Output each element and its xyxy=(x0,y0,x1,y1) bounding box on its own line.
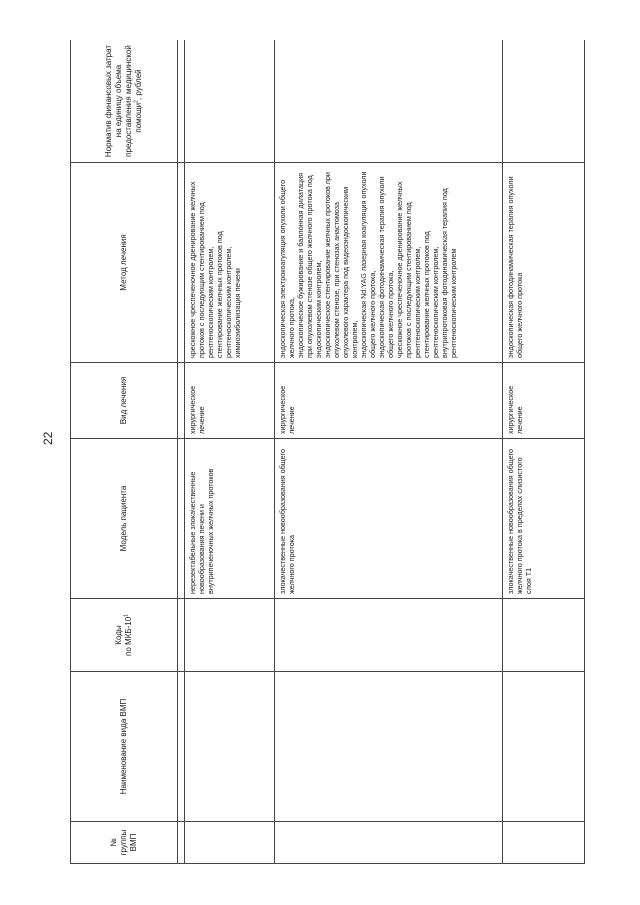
cell-group-number xyxy=(275,822,503,864)
header-patient-model: Модель пациента xyxy=(71,439,178,599)
cell-group-number xyxy=(503,822,585,864)
vmp-table xyxy=(70,40,585,864)
header-financial-norm xyxy=(71,40,178,163)
table-row xyxy=(185,40,275,864)
spacer-cell xyxy=(178,40,185,163)
header-financial-norm-footnote: 2 xyxy=(133,100,140,103)
spacer-cell xyxy=(178,599,185,672)
cell-treatment-method: эндоскопическая фотодинамическая терапия опухоли общего желчного протока xyxy=(503,163,585,363)
page-number: 22 xyxy=(41,431,55,445)
header-financial-norm-suffix: , рублей xyxy=(134,69,143,101)
header-icd-codes xyxy=(71,599,178,672)
header-vmp-name: Наименование вида ВМП xyxy=(71,672,178,822)
spacer-cell xyxy=(178,672,185,822)
header-icd-codes-text: Коды по МКБ-10 xyxy=(114,616,133,656)
rotated-table-wrapper xyxy=(70,40,585,864)
cell-financial-norm xyxy=(275,40,503,163)
header-row xyxy=(71,40,178,864)
cell-vmp-name xyxy=(503,672,585,822)
cell-patient-model: злокачественные новообразования общего желчного протока xyxy=(275,439,503,599)
cell-patient-model: злокачественные новообразования общего желчного протока в пределах слизистого слоя T1 xyxy=(503,439,585,599)
header-financial-norm-text: Норматив финансовых затрат на единицу объема предоставления медицинской помощи xyxy=(104,44,143,158)
page-sheet xyxy=(70,40,585,864)
table-row xyxy=(503,40,585,864)
cell-vmp-name xyxy=(275,672,503,822)
cell-treatment-method: эндоскопическая электрокоагуляция опухоли общего желчного протока, эндоскопическое бужирование и баллонная дилатация при опухолевом стенозе общего желчного протока под эндоскопическим контролем, эндоскопическое стентирование желчных протоков при опухолевом стенозе, при стенозах анастомоза опухолевого характера под видеоэндоскопическим контролем, эндоскопическая Nd:YAG лазерная коагуляция опухоли общего желчного протока, эндоскопическая фотодинамическая терапия опухоли общего желчного протока, чрескожное чреспеченочное дренирование желчных протоков с последующим стентированием под рентгеноскопическим контролем, стентирование желчных протоков под рентгеноскопическим контролем, внутрипротоковая фотодинамическая терапия под рентгеноскопическим контролем xyxy=(275,163,503,363)
cell-icd-codes xyxy=(185,599,275,672)
header-treatment-method: Метод лечения xyxy=(71,163,178,363)
spacer-cell xyxy=(178,363,185,439)
header-treatment-type: Вид лечения xyxy=(71,363,178,439)
cell-icd-codes xyxy=(503,599,585,672)
header-icd-codes-footnote: 1 xyxy=(123,614,130,617)
cell-vmp-name xyxy=(185,672,275,822)
cell-treatment-type: хирургическое лечение xyxy=(503,363,585,439)
table-row xyxy=(275,40,503,864)
cell-patient-model: нерезектабельные злокачественные новообразования печени и внутрипеченочных желчных протоков xyxy=(185,439,275,599)
spacer-cell xyxy=(178,163,185,363)
spacer-cell xyxy=(178,439,185,599)
spacer-cell xyxy=(178,822,185,864)
cell-group-number xyxy=(185,822,275,864)
cell-icd-codes xyxy=(275,599,503,672)
cell-financial-norm xyxy=(185,40,275,163)
spacer-row xyxy=(178,40,185,864)
header-group-number: № группы ВМП xyxy=(71,822,178,864)
cell-financial-norm xyxy=(503,40,585,163)
cell-treatment-type: хирургическое лечение xyxy=(275,363,503,439)
cell-treatment-method: чрескожное чреспеченочное дренирование желчных протоков с последующим стентированием под рентгеноскопическим контролем, стентирование желчных протоков под рентгеноскопическим контролем, химиоэмболизация печени xyxy=(185,163,275,363)
cell-treatment-type: хирургическое лечение xyxy=(185,363,275,439)
